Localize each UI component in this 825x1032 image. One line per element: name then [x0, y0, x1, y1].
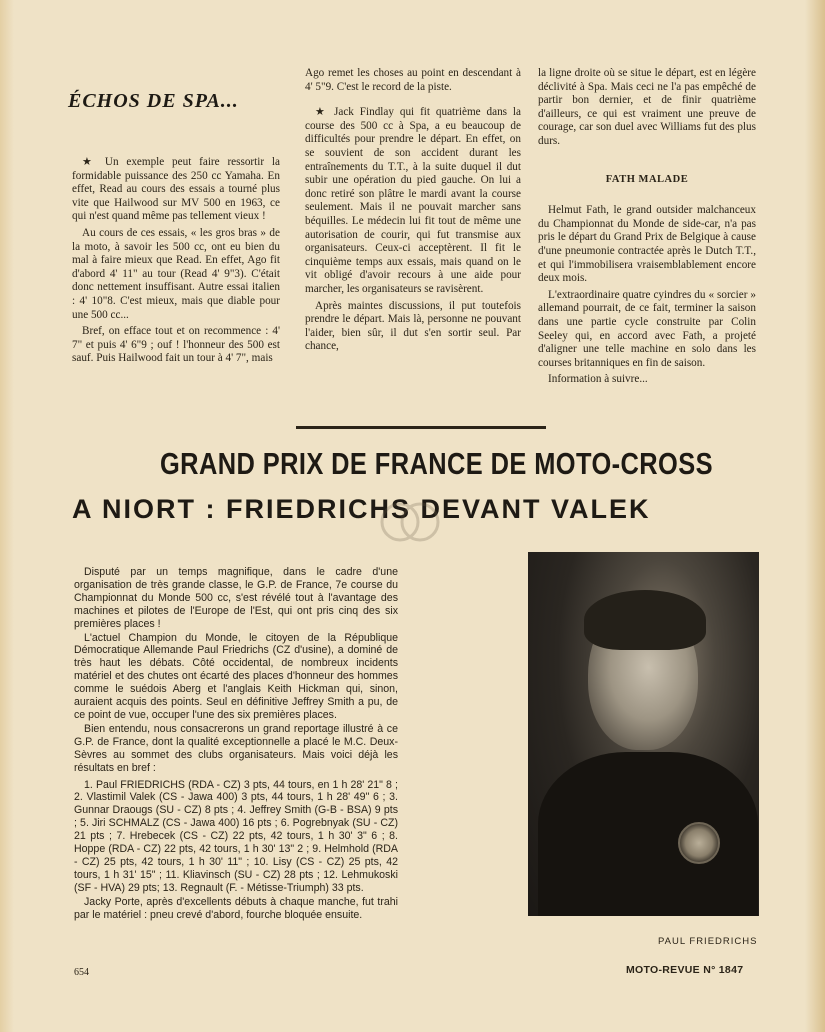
- paragraph: la ligne droite où se situe le départ, est en légère déclivité à Spa. Mais ceci ne l'a pas empêché de partir bon dernier, et de finir quatrième d'ailleurs, ce qui est vraiment une preuve de courage, car son duel avec Williams fut des plus durs.: [538, 67, 756, 147]
- paragraph: Information à suivre...: [548, 373, 648, 386]
- photo-caption: PAUL FRIEDRICHS: [658, 936, 758, 947]
- headline-line-1: GRAND PRIX DE FRANCE DE MOTO-CROSS: [160, 446, 713, 481]
- headline-line-2: A NIORT : FRIEDRICHS DEVANT VALEK: [72, 494, 651, 524]
- echos-column-1: [72, 156, 280, 369]
- paragraph: ★ Jack Findlay qui fit quatrième dans la course des 500 cc à Spa, a eu beaucoup de difficultés pour prendre le départ. En effet, on se souvient de son accident durant les entraînements du T.T., à la suite duquel il dut subir une opération du pied gauche. On lui a donc retiré son plâtre le mardi avant la course seulement. Mais il ne pouvait marcher sans béquilles. Le médecin lui fit tout de même une autorisation de courir, qui fut transmise aux organisateurs. Ceux-ci acceptèrent. Il fit le cinquième temps aux essais, mais quand on le vit obligé d'avoir recours à une aide pour marcher, les organisateurs se ravisèrent.: [305, 106, 521, 295]
- paragraph: Helmut Fath, le grand outsider malchanceux du Championnat du Monde de side-car, n'a pas pris le départ du Grand Prix de Belgique à cause d'une pneumonie contractée après le Dutch T.T., et qui l'immobilisera vraisemblablement encore deux mois.: [538, 204, 756, 285]
- results-paragraph: 1. Paul FRIEDRICHS (RDA - CZ) 3 pts, 44 tours, en 1 h 28' 21" 8 ; 2. Vlastimil Valek (CS - Jawa 400) 3 pts, 44 tours, 1 h 28' 49" 6 ; 3. Gunnar Draougs (SU - CZ) 8 pts ; 4. Jeffrey Smith (G-B - BSA) 9 pts ; 5. Jiri SCHMALZ (CS - Jawa 400) 16 pts ; 6. Pogrebnyak (SU - CZ) 21 pts ; 7. Hrebecek (CS - CZ) 22 pts, 42 tours, 1 h 30' 3" 6 ; 8. Hoppe (RDA - CZ) 22 pts, 42 tours, 1 h 30' 13" 2 ; 9. Helmhold (RDA - CZ) 25 pts, 42 tours, 1 h 30' 11" ; 10. Lisy (CS - CZ) 25 pts, 42 tours, 1 h 31' 15" ; 11. Kliavinsch (SU - CZ) 28 pts ; 12. Lehmukoski (SF - HVA) 29 pts; 13. Regnault (F. - Métisse-Triumph) 33 pts.: [74, 778, 398, 894]
- photo-badge-shape: [678, 822, 720, 864]
- echos-title: ÉCHOS DE SPA...: [68, 90, 239, 112]
- paragraph: Après maintes discussions, il put toutefois prendre le départ. Mais là, personne ne pouvant l'aider, bien sûr, il dut s'en sortir seul. Par chance,: [305, 299, 521, 353]
- watermark-logo: [378, 494, 442, 550]
- paragraph: ★ Un exemple peut faire ressortir la formidable puissance des 250 cc Yamaha. En effet, Read au cours des essais a tourné plus vite que Hailwood sur MV 500 en 1963, ce qui n'est quand même pas tellement vieux !: [72, 156, 280, 223]
- paragraph: Jacky Porte, après d'excellents débuts à chaque manche, fut trahi par le matériel : pneu crevé d'abord, fourche bloquée ensuite.: [74, 895, 398, 921]
- page-edge-right: [805, 0, 825, 1032]
- section-subhead: FATH MALADE: [605, 173, 689, 185]
- portrait-photo: [528, 552, 759, 916]
- echos-column-2: [305, 67, 521, 357]
- paragraph: L'extraordinaire quatre cyindres du « sorcier » allemand pourrait, de ce fait, terminer la saison dans une partie cycle construite par Colin Seeley qui, en accord avec Fath, a projeté d'aligner une telle machine en solo dans les courses britanniques en fin de saison.: [538, 288, 756, 369]
- paragraph: Ago remet les choses au point en descendant à 4' 5"9. C'est le record de la piste.: [305, 67, 521, 93]
- paragraph: Au cours de ces essais, « les gros bras » de la moto, à savoir les 500 cc, ont eu bien du mal à faire mieux que Read. En effet, Ago fit d'abord 4' 11" au tour (Read 4' 9"3). C'était donc nettement insuffisant. Autre essai italien : 4' 10"8. C'est mieux, mais que diable pour une 500 cc...: [72, 226, 280, 321]
- page-edge-left: [0, 0, 14, 1032]
- echos-column-3: [538, 67, 756, 390]
- magazine-issue: MOTO-REVUE N° 1847: [626, 964, 744, 976]
- photo-body-shape: [538, 752, 758, 916]
- separator-rule: [296, 426, 546, 429]
- paragraph: Disputé par un temps magnifique, dans le cadre d'une organisation de très grande classe, le G.P. de France, 7e course du Championnat du Monde 500 cc, s'est révélé tout à l'avantage des machines et pilotes de l'Europe de l'Est, qui ont pris cinq des six premières places !: [74, 566, 398, 630]
- paragraph: L'actuel Champion du Monde, le citoyen de la République Démocratique Allemande Paul Friedrichs (CZ d'usine), a dominé de très haut les débats. Côté occidental, de nombreux incidents matériel et des chutes ont écarté des places d'honneur des hommes comme le suédois Aberg et l'anglais Keith Hickman qui, sinon, auraient acquis des points. Seul en définitive Jeffrey Smith a pu, de ce point de vue, occuper l'une des six premières places.: [74, 631, 398, 721]
- paragraph: Bref, on efface tout et on recommence : 4' 7" et puis 4' 6"9 ; ouf ! l'honneur des 500 est sauf. Puis Hailwood fait un tour à 4' 7", mais: [72, 325, 280, 365]
- photo-hair-shape: [584, 590, 706, 650]
- article-body: [74, 566, 398, 922]
- paragraph: Bien entendu, nous consacrerons un grand reportage illustré à ce G.P. de France, dont la qualité exceptionnelle a placé le M.C. Deux-Sèvres au sommet des clubs organisateurs. Mais voici déjà les résultats en bref :: [74, 722, 398, 774]
- page-number: 654: [74, 967, 89, 978]
